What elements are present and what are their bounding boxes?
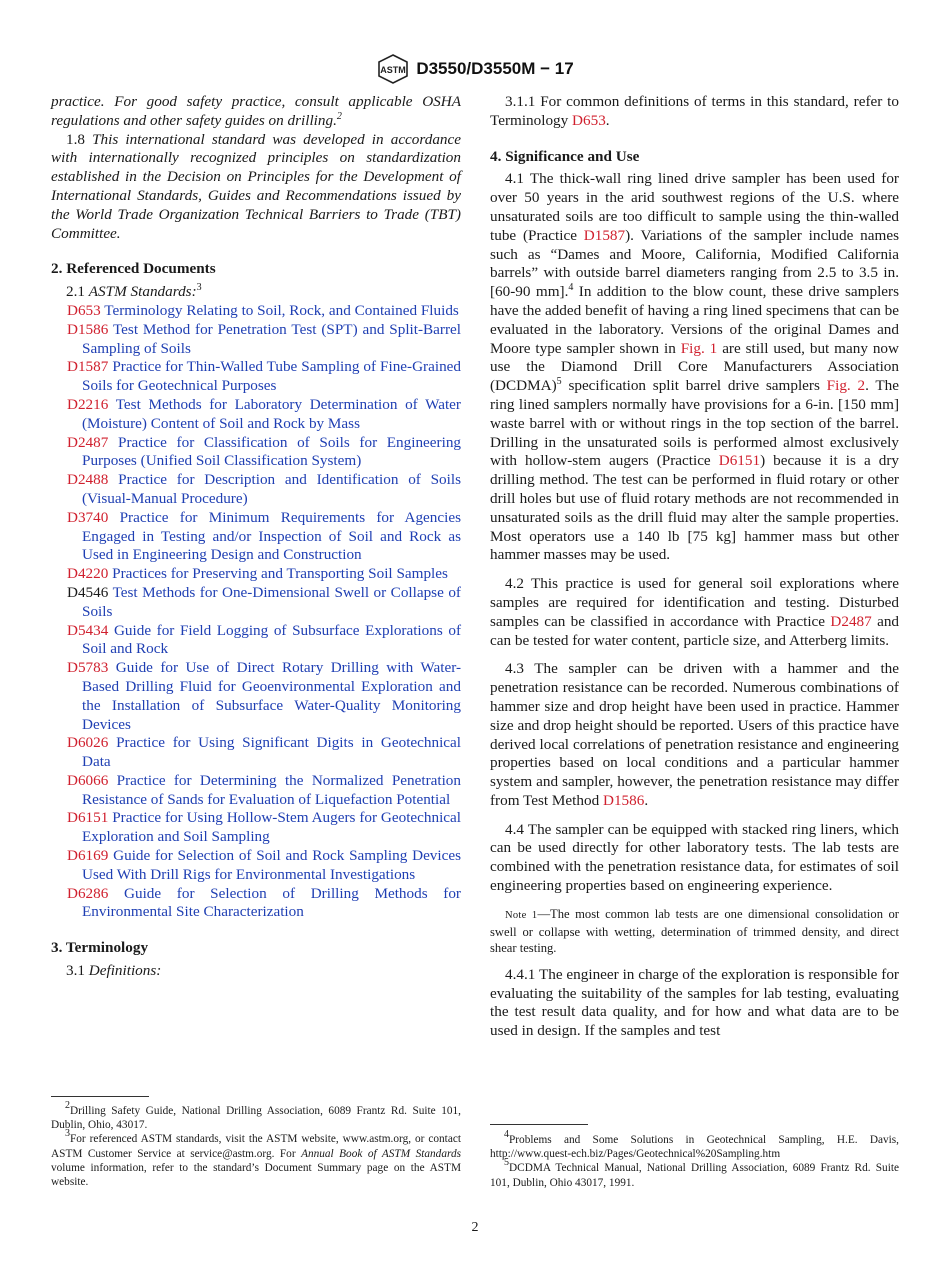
reference-item[interactable]: D4546 Test Methods for One-Dimensional Swell or Collapse of Soils xyxy=(67,583,461,620)
link-d1586[interactable]: D1586 xyxy=(602,791,645,809)
link-fig-1[interactable]: Fig. 1 xyxy=(680,339,718,357)
reference-item[interactable]: D2487 Practice for Classification of Soils for Engineering Purposes (Unified Soil Classification System) xyxy=(67,433,462,470)
reference-item[interactable]: D6286 Guide for Selection of Drilling Methods for Environmental Site Characterization xyxy=(67,884,461,921)
paragraph-4-4-1: 4.4.1 The engineer in charge of the exploration is responsible for evaluating the suitability of the samples for lab testing, evaluating the test result data quality, and for how and what data are to be used in design. If the samples and test xyxy=(490,965,899,1040)
reference-item[interactable]: D2488 Practice for Description and Identification of Soils (Visual-Manual Procedure) xyxy=(67,471,461,507)
link-d6151[interactable]: D6151 xyxy=(718,452,761,470)
left-footnotes xyxy=(51,1100,461,1189)
paragraph-4-1: 4.1 The thick-wall ring lined drive sampler has been used for over 50 years in the arid southwest regions of the U.S. where unsaturated soils are too difficult to sample using the thin-walled tube (Practice D1587). Variations of the sampler include names such as “Dames and Moore, California, Modified California barrels” with outside barrel diameters ranging from 2.5 to 3.5 in. [60-90 mm].$^4$ In addition to the blow count, these drive samplers have the added benefit of having a ring lined specimens that can be evaluated in the laboratory. Versions of the original Dames and Moore type sampler shown in Fig. 1 are still used, but many now use the Diamond Drill Core Manufacturers Association (DCDMA)$^5$ specification split barrel drive samplers Fig. 2. The ring lined samplers normally have provisions for a 6-in. [150 mm] waste barrel with or without rings in the top section of the barrel. Drilling in the unsaturated soils is performed almost exclusively with hollow-stem augers (Practice D6151) because it is a dry drilling method. The test can be performed in fluid rotary or other drill holes but use of fluid rotary methods are not recommended in unsaturated soils as the drill fluid may alter the sample properties. Most operators use a 140 lb [75 kg] hammer mass but other hammer masses may be used. xyxy=(490,170,900,564)
link-d653[interactable]: D653 xyxy=(572,111,606,129)
right-column xyxy=(490,93,899,1041)
reference-item[interactable]: D1587 Practice for Thin-Walled Tube Sampling of Fine-Grained Soils for Geotechnical Purposes xyxy=(67,358,462,395)
reference-item[interactable]: D6169 Guide for Selection of Soil and Rock Sampling Devices Used With Drill Rigs for Environmental Investigations xyxy=(67,847,462,883)
page-header xyxy=(0,52,950,86)
reference-item[interactable]: D6026 Practice for Using Significant Digits in Geotechnical Data xyxy=(67,734,462,771)
link-d1587[interactable]: D1587 xyxy=(583,226,626,244)
reference-item[interactable]: D1586 Test Method for Penetration Test (SPT) and Split-Barrel Sampling of Soils xyxy=(67,320,462,357)
paragraph-3-1: 3.1 Definitions: xyxy=(66,962,162,980)
reference-item[interactable]: D2216 Test Methods for Laboratory Determination of Water (Moisture) Content of Soil and Rock by Mass xyxy=(67,395,461,432)
referenced-documents-list xyxy=(51,302,461,922)
astm-logo-icon xyxy=(376,54,410,84)
paragraph-4-2: 4.2 This practice is used for general soil explorations where samples are required for identification and testing. Disturbed samples can be classified in accordance with Practice D2487 and can be tested for water content, particle size, and Atterberg limits. xyxy=(490,575,900,649)
link-d2487[interactable]: D2487 xyxy=(830,612,872,630)
paragraph-2-1: 2.1 ASTM Standards:$^3$ xyxy=(66,282,202,301)
reference-item[interactable]: D6151 Practice for Using Hollow-Stem Augers for Geotechnical Exploration and Soil Sampling xyxy=(67,809,462,846)
document-id: D3550/D3550M − 17 xyxy=(416,59,574,78)
svg-text:ASTM: ASTM xyxy=(380,65,407,75)
footnote-divider xyxy=(51,1096,149,1097)
note-1: Note 1—The most common lab tests are one dimensional consolidation or swell or collapse with wetting, determination of trimmed density, and direct shear testing. xyxy=(490,906,899,955)
link-fig-2[interactable]: Fig. 2 xyxy=(826,377,866,395)
footnote-2: $^2$Drilling Safety Guide, National Drilling Association, 6089 Frantz Rd. Suite 101, Dublin, Ohio, 43017. xyxy=(51,1100,461,1132)
section-2-heading: 2. Referenced Documents xyxy=(51,260,216,278)
footnote-4: $^4$Problems and Some Solutions in Geotechnical Sampling, H.E. Davis, http://www.quest-ech.biz/Pages/Geotechnical%20Sampling.htm xyxy=(490,1129,899,1161)
right-footnotes xyxy=(490,1129,899,1190)
reference-item[interactable]: D3740 Practice for Minimum Requirements for Agencies Engaged in Testing and/or Inspection of Soil and Rock as Used in Engineering Design and Construction xyxy=(67,508,462,564)
section-4-heading: 4. Significance and Use xyxy=(490,147,640,165)
page-number: 2 xyxy=(471,1220,479,1235)
reference-item[interactable]: D5783 Guide for Use of Direct Rotary Drilling with Water-Based Drilling Fluid for Geoenvironmental Exploration and the Installation of Subsurface Water-Quality Monitoring Devices xyxy=(67,659,462,733)
paragraph-3-1-1: 3.1.1 For common definitions of terms in this standard, refer to Terminology D653. xyxy=(490,93,899,129)
reference-item[interactable]: D4220 Practices for Preserving and Transporting Soil Samples xyxy=(67,565,448,583)
section-3-heading: 3. Terminology xyxy=(51,939,149,957)
reference-item[interactable]: D6066 Practice for Determining the Normalized Penetration Resistance of Sands for Evaluation of Liquefaction Potential xyxy=(67,771,461,808)
paragraph-safety: practice. For good safety practice, consult applicable OSHA regulations and other safety guides on drilling.$^2$ xyxy=(51,93,461,129)
footnote-5: $^5$DCDMA Technical Manual, National Drilling Association, 6089 Frantz Rd. Suite 101, Dublin, Ohio 43017, 1991. xyxy=(490,1157,899,1189)
reference-item[interactable]: D5434 Guide for Field Logging of Subsurface Explorations of Soil and Rock xyxy=(67,621,461,658)
footnote-divider xyxy=(490,1124,588,1125)
paragraph-1-8: 1.8 This international standard was developed in accordance with internationally recognized principles on standardization established in the Decision on Principles for the Development of International Standards, Guides and Recommendations issued by the World Trade Organization Technical Barriers to Trade (TBT) Committee. xyxy=(51,130,462,242)
footnote-3: $^3$For referenced ASTM standards, visit the ASTM website, www.astm.org, or contact ASTM Customer Service at service@astm.org. For Annual Book of ASTM Standards volume information, refer to the standard’s Document Summary page on the ASTM website. xyxy=(51,1128,461,1189)
left-column xyxy=(51,93,461,981)
paragraph-4-4: 4.4 The sampler can be equipped with stacked ring liners, which can be used directly for other laboratory tests. The lab tests are combined with the penetration resistance data, for estimates of soil engineering properties based on engineering experience. xyxy=(490,820,899,895)
paragraph-4-3: 4.3 The sampler can be driven with a hammer and the penetration resistance can be recorded. Numerous combinations of hammer size and drop height have been used in practice. Hammer size and drop height should be reported. Users of this practice have derived local correlations of penetration resistance and engineering properties based on local conditions and a particular hammer system and sampler, however, the penetration resistance may differ from Test Method D1586. xyxy=(490,660,899,809)
reference-item[interactable]: D653 Terminology Relating to Soil, Rock, and Contained Fluids xyxy=(67,301,459,319)
